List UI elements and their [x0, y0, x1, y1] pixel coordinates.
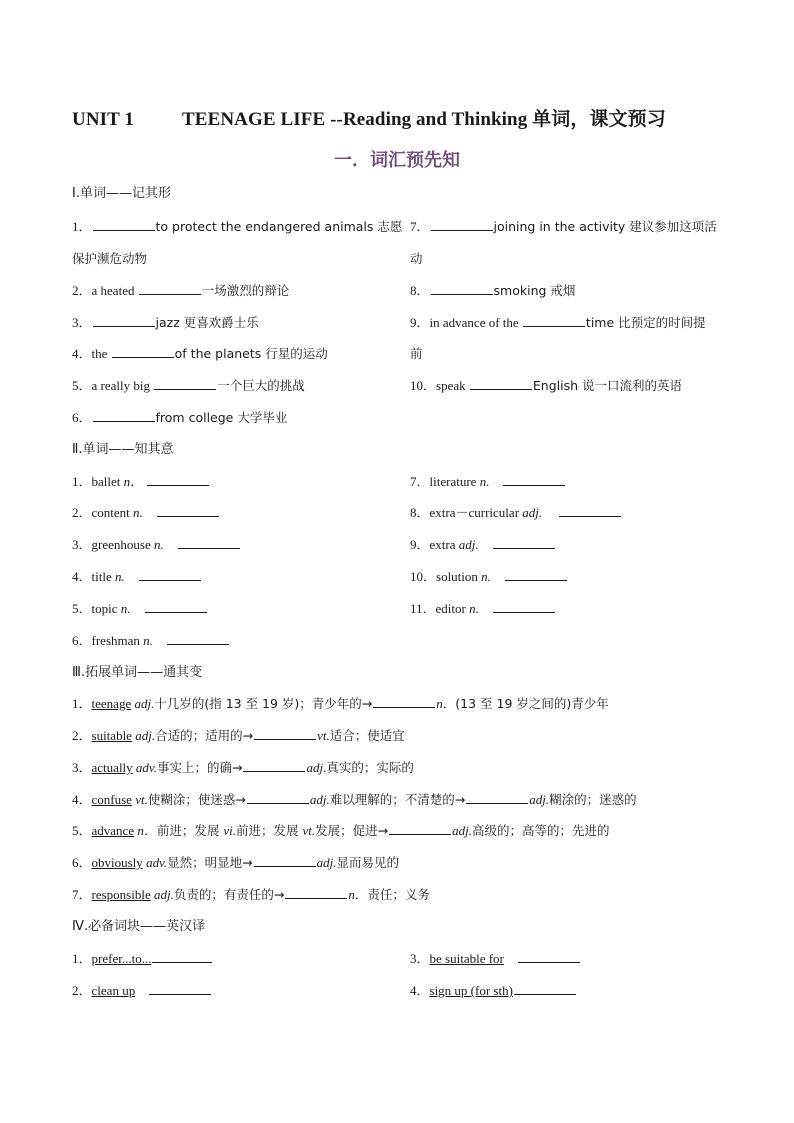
answer-blank[interactable]: [112, 345, 174, 358]
item-3: 3．greenhouse n.: [72, 536, 241, 554]
answer-blank[interactable]: [431, 282, 493, 295]
item-7: 7． joining in the activity 建议参加这项活: [410, 219, 717, 234]
answer-blank[interactable]: [178, 536, 240, 549]
section1-heading: Ⅰ.单词——记其形: [72, 186, 171, 201]
item-8: 8．extra－curricular adj.: [410, 504, 622, 522]
answer-blank[interactable]: [167, 632, 229, 645]
answer-blank[interactable]: [254, 854, 316, 867]
item-4: 4．title n.: [72, 568, 202, 586]
item-9-cont: 前: [410, 346, 423, 361]
answer-blank[interactable]: [559, 504, 621, 517]
answer-blank[interactable]: [139, 282, 201, 295]
answer-blank[interactable]: [505, 568, 567, 581]
derivation-row: 3．actually adv.事实上；的确→ adj.真实的；实际的: [72, 760, 414, 775]
item-1: 1．ballet n．: [72, 473, 210, 491]
answer-blank[interactable]: [93, 218, 155, 231]
derivation-row: 6．obviously adv.显然；明显地→ adj.显而易见的: [72, 855, 399, 870]
answer-blank[interactable]: [503, 473, 565, 486]
answer-blank[interactable]: [93, 409, 155, 422]
answer-blank[interactable]: [470, 377, 532, 390]
item-10: 10．speak English 说一口流利的英语: [410, 378, 682, 393]
item-1: 1．prefer...to...: [72, 950, 213, 968]
answer-blank[interactable]: [147, 473, 209, 486]
answer-blank[interactable]: [493, 600, 555, 613]
answer-blank[interactable]: [493, 536, 555, 549]
item-11: 11．editor n.: [410, 600, 556, 618]
unit-label: UNIT 1: [72, 109, 135, 130]
item-6: 6．freshman n.: [72, 632, 230, 650]
item-1: 1． to protect the endangered animals 志愿: [72, 219, 403, 234]
section4-heading: Ⅳ.必备词块——英汉译: [72, 919, 206, 934]
item-9: 9．in advance of the time 比预定的时间提: [410, 315, 706, 330]
item-5: 5．a really big 一个巨大的挑战: [72, 378, 305, 393]
item-7: 7．literature n.: [410, 473, 566, 491]
answer-blank[interactable]: [243, 759, 305, 772]
item-8: 8． smoking 戒烟: [410, 283, 576, 298]
answer-blank[interactable]: [285, 886, 347, 899]
answer-blank[interactable]: [149, 982, 211, 995]
answer-blank[interactable]: [254, 727, 316, 740]
derivation-row: 5．advance n．前进；发展 vi.前进；发展 vt.发展；促进→ adj.高级的；高等的；先进的: [72, 823, 610, 838]
page-title: [72, 104, 732, 131]
answer-blank[interactable]: [93, 314, 155, 327]
title-text: TEENAGE LIFE --Reading and Thinking 单词，课文预习: [182, 109, 666, 130]
derivation-row: 1．teenage adj.十几岁的(指 13 至 19 岁)；青少年的→ n．(13 至 19 岁之间的)青少年: [72, 696, 609, 711]
item-10: 10．solution n.: [410, 568, 568, 586]
answer-blank[interactable]: [514, 982, 576, 995]
answer-blank[interactable]: [523, 314, 585, 327]
item-3: 3． jazz 更喜欢爵士乐: [72, 315, 259, 330]
derivation-row: 4．confuse vt.使糊涂；使迷惑→ adj.难以理解的；不清楚的→ adj.糊涂的；迷惑的: [72, 792, 637, 807]
item-3: 3．be suitable for: [410, 950, 581, 968]
answer-blank[interactable]: [466, 791, 528, 804]
answer-blank[interactable]: [145, 600, 207, 613]
derivation-row: 2．suitable adj.合适的；适用的→ vt.适合；使适宜: [72, 728, 405, 743]
answer-blank[interactable]: [389, 822, 451, 835]
item-1-cont: 保护濒危动物: [72, 251, 148, 266]
answer-blank[interactable]: [139, 568, 201, 581]
answer-blank[interactable]: [518, 950, 580, 963]
section-subtitle: 一．词汇预先知: [334, 150, 460, 171]
item-7-cont: 动: [410, 251, 423, 266]
answer-blank[interactable]: [373, 695, 435, 708]
answer-blank[interactable]: [431, 218, 493, 231]
section2-heading: Ⅱ.单词——知其意: [72, 442, 174, 457]
answer-blank[interactable]: [247, 791, 309, 804]
item-9: 9．extra adj.: [410, 536, 556, 554]
item-2: 2．content n.: [72, 504, 220, 522]
derivation-row: 7．responsible adj.负责的；有责任的→ n．责任；义务: [72, 887, 430, 902]
item-4: 4．sign up (for sth): [410, 982, 577, 1000]
answer-blank[interactable]: [152, 950, 212, 963]
item-2: 2．a heated 一场激烈的辩论: [72, 283, 290, 298]
answer-blank[interactable]: [157, 504, 219, 517]
answer-blank[interactable]: [154, 377, 216, 390]
item-4: 4．the of the planets 行星的运动: [72, 346, 328, 361]
section3-heading: Ⅲ.拓展单词——通其变: [72, 665, 203, 680]
item-2: 2．clean up: [72, 982, 212, 1000]
item-5: 5．topic n.: [72, 600, 208, 618]
item-6: 6． from college 大学毕业: [72, 410, 288, 425]
